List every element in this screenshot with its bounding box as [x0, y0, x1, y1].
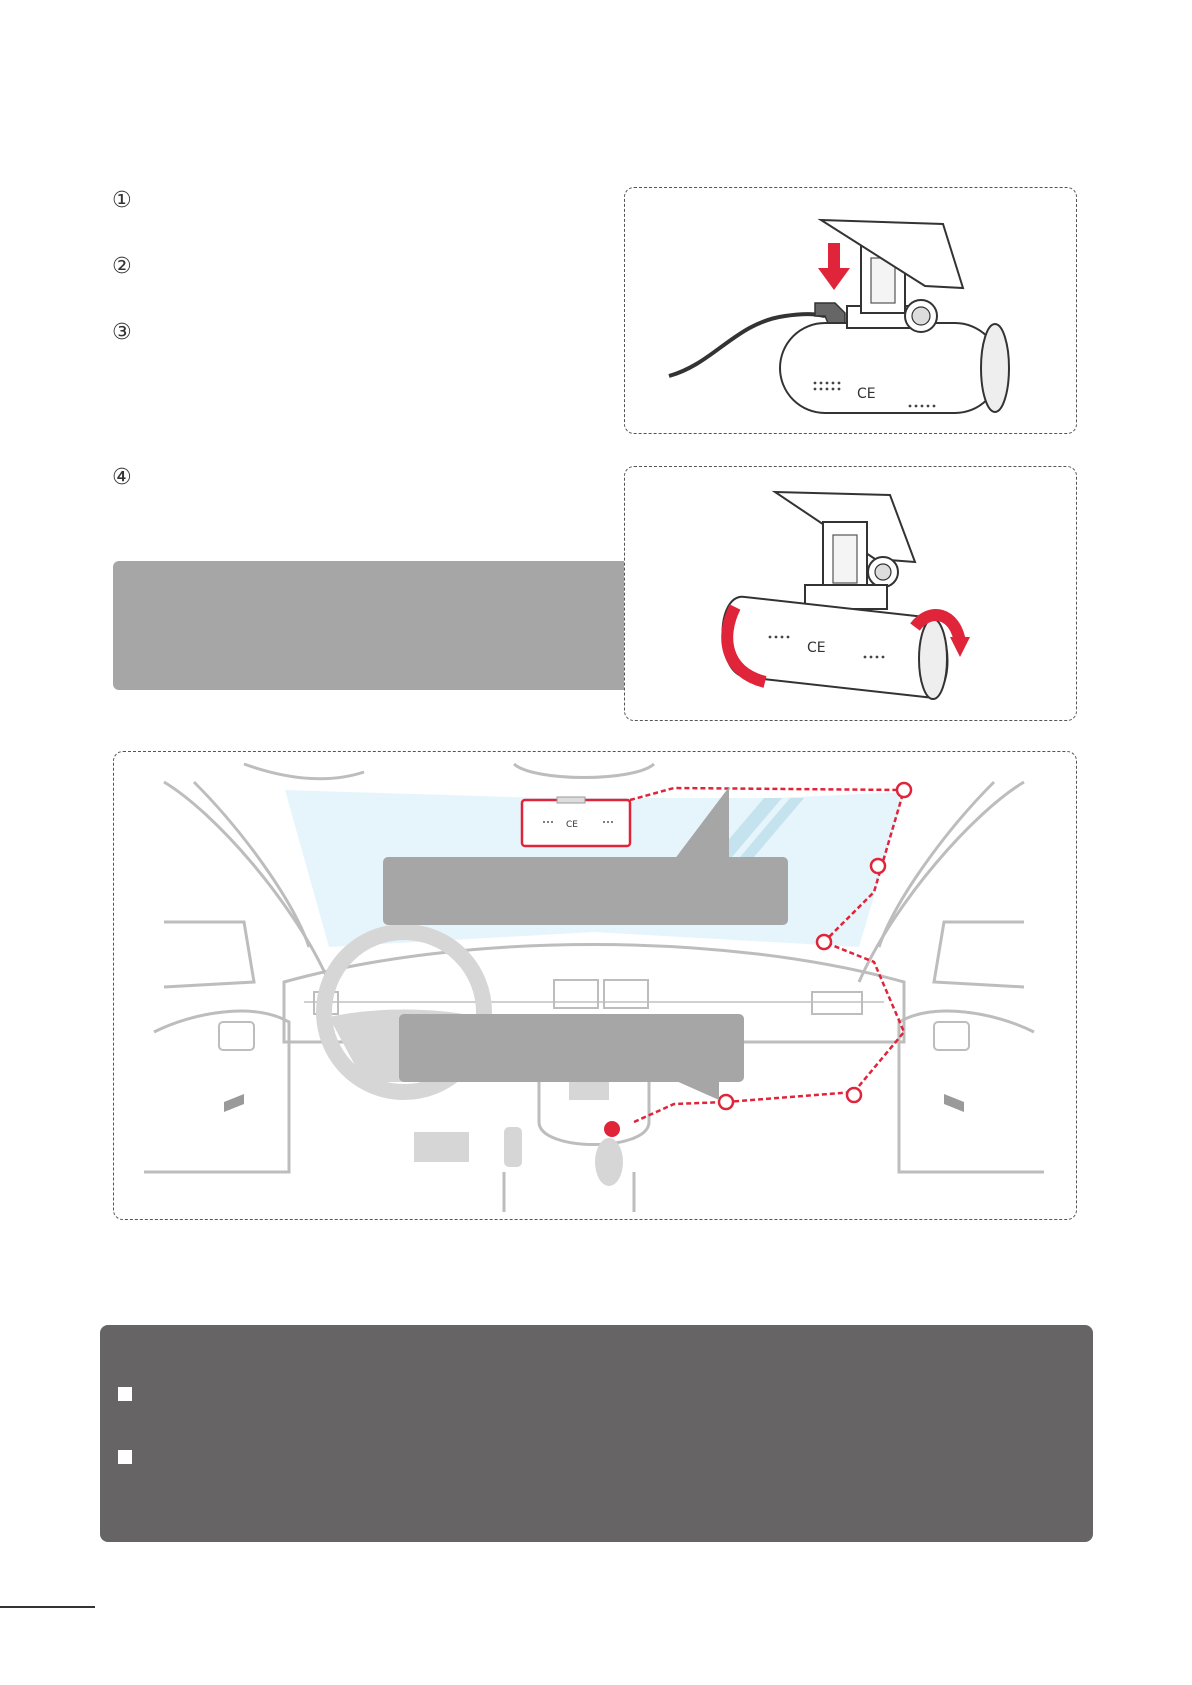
bullet-square-icon: [118, 1450, 132, 1464]
car-interior-illustration: [114, 752, 1078, 1221]
step-2-marker: ②: [112, 254, 132, 279]
illustration-box-rotate-camera: [624, 466, 1077, 721]
notes-panel: [100, 1325, 1093, 1542]
callout-box-bottom: [399, 1014, 744, 1082]
svg-text:CE: CE: [566, 820, 578, 830]
camera-connect-illustration: [625, 188, 1078, 435]
step-3-marker: ③: [112, 320, 132, 345]
footer-rule: [0, 1606, 95, 1608]
redacted-text-panel: [113, 561, 625, 690]
arrow-down-icon: [818, 243, 850, 290]
callout-box-top: [383, 857, 788, 925]
step-4-marker: ④: [112, 465, 132, 490]
svg-text:CE: CE: [807, 640, 826, 656]
illustration-box-connect-cable: [624, 187, 1077, 434]
svg-text:CE: CE: [857, 386, 876, 402]
camera-rotate-illustration: [625, 467, 1078, 722]
bullet-square-icon: [118, 1387, 132, 1401]
step-1-marker: ①: [112, 188, 132, 213]
illustration-box-cable-routing: [113, 751, 1077, 1220]
